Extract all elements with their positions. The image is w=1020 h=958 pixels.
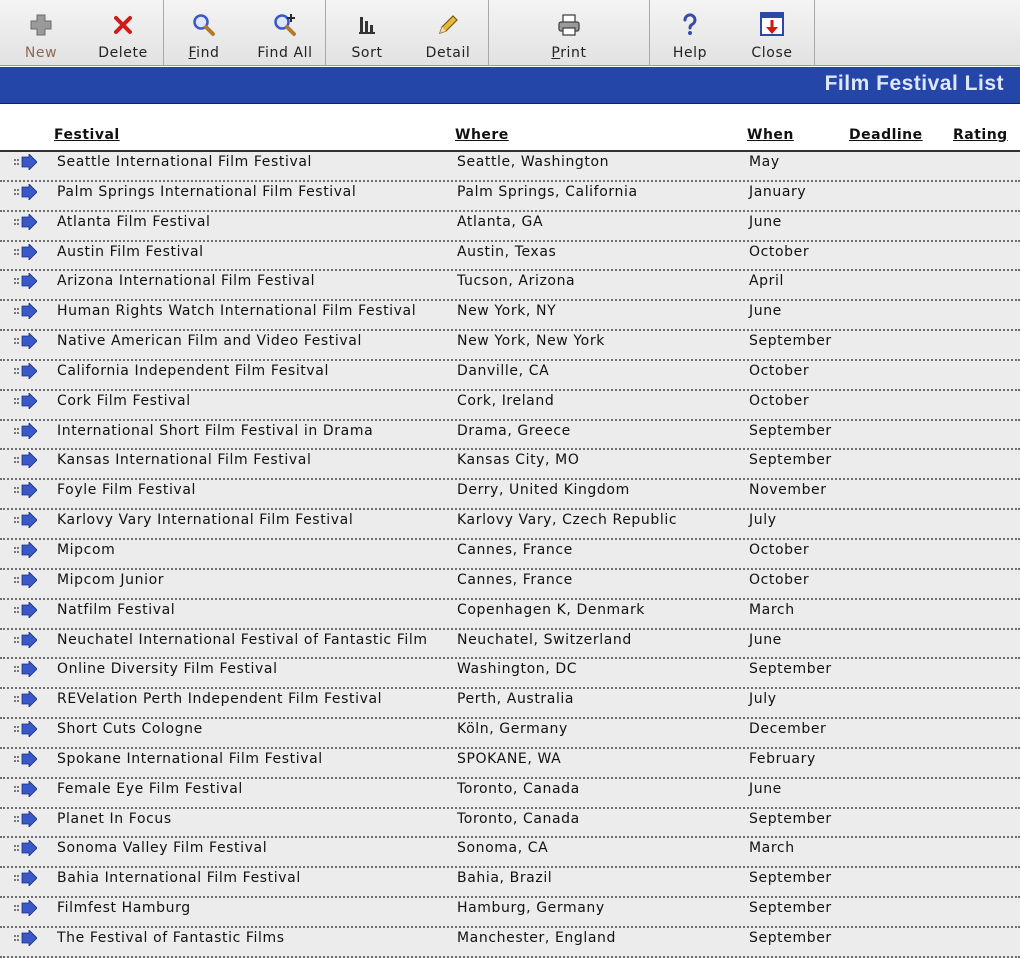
festival-name: Mipcom Junior	[57, 571, 165, 588]
festival-where: Washington, DC	[457, 661, 578, 678]
row-arrow-icon[interactable]	[13, 840, 37, 856]
row-arrow-icon[interactable]	[13, 512, 37, 528]
festival-where: Seattle, Washington	[457, 154, 610, 170]
festival-where: Copenhagen K, Denmark	[457, 601, 646, 618]
row-arrow-icon[interactable]	[13, 602, 37, 618]
festival-when: May	[749, 154, 780, 170]
row-arrow-icon[interactable]	[13, 244, 37, 260]
row-arrow-icon[interactable]	[13, 661, 37, 677]
row-arrow-icon[interactable]	[13, 811, 37, 827]
help-button[interactable]	[650, 0, 730, 66]
festival-where: Bahia, Brazil	[457, 870, 553, 887]
table-row[interactable]	[0, 570, 1020, 600]
festival-when: September	[749, 452, 832, 469]
column-header-where[interactable]: Where	[455, 127, 509, 143]
festival-where: Toronto, Canada	[457, 780, 580, 797]
festival-name: Online Diversity Film Festival	[57, 661, 278, 678]
festival-where: Manchester, England	[457, 929, 617, 946]
row-arrow-icon[interactable]	[13, 632, 37, 648]
festival-name: Natfilm Festival	[57, 601, 176, 618]
find-button[interactable]	[164, 0, 244, 66]
row-arrow-icon[interactable]	[13, 572, 37, 588]
row-arrow-icon[interactable]	[13, 273, 37, 289]
column-header-festival[interactable]: Festival	[54, 127, 120, 143]
festival-when: February	[749, 750, 816, 767]
row-arrow-icon[interactable]	[13, 781, 37, 797]
festival-name: Atlanta Film Festival	[57, 213, 211, 230]
table-row[interactable]	[0, 480, 1020, 510]
find-all-label: Find All	[257, 45, 313, 61]
sort-button[interactable]	[326, 0, 408, 66]
festival-where: Toronto, Canada	[457, 810, 580, 827]
festival-where: Atlanta, GA	[457, 213, 544, 230]
festival-name: Spokane International Film Festival	[57, 750, 323, 767]
print-label: Print	[551, 45, 587, 61]
festival-where: Cannes, France	[457, 541, 573, 558]
festival-name: Arizona International Film Festival	[57, 273, 316, 290]
festival-table	[0, 152, 1020, 958]
column-header-rating[interactable]: Rating	[953, 127, 1008, 143]
toolbar	[0, 0, 1020, 66]
festival-name: California Independent Film Fesitval	[57, 362, 329, 379]
festival-when: January	[749, 183, 807, 200]
festival-where: Sonoma, CA	[457, 840, 549, 857]
festival-where: Hamburg, Germany	[457, 900, 605, 917]
festival-when: September	[749, 422, 832, 439]
festival-when: June	[749, 631, 782, 648]
festival-name: Neuchatel International Festival of Fantastic Film	[57, 631, 428, 648]
festival-when: September	[749, 900, 832, 917]
festival-name: Female Eye Film Festival	[57, 780, 243, 797]
row-arrow-icon[interactable]	[13, 333, 37, 349]
festival-where: New York, New York	[457, 333, 605, 350]
print-button[interactable]	[489, 0, 649, 66]
table-row[interactable]	[0, 152, 1020, 182]
column-header-deadline[interactable]: Deadline	[849, 127, 923, 143]
page-title: Film Festival List	[824, 72, 1004, 95]
table-row[interactable]	[0, 630, 1020, 660]
find-label: Find	[188, 45, 220, 61]
festival-where: Derry, United Kingdom	[457, 482, 630, 499]
festival-name: Cork Film Festival	[57, 392, 191, 409]
festival-when: July	[749, 512, 777, 529]
festival-where: New York, NY	[457, 303, 557, 320]
magnifier-plus-icon	[272, 12, 298, 38]
festival-name: Sonoma Valley Film Festival	[57, 840, 268, 857]
festival-when: June	[749, 213, 782, 230]
table-row[interactable]	[0, 928, 1020, 958]
festival-name: Mipcom	[57, 541, 116, 558]
table-row[interactable]	[0, 809, 1020, 839]
row-arrow-icon[interactable]	[13, 542, 37, 558]
festival-when: September	[749, 661, 832, 678]
table-row[interactable]	[0, 331, 1020, 361]
table-row[interactable]	[0, 898, 1020, 928]
festival-when: April	[749, 273, 784, 290]
title-bar	[0, 67, 1020, 104]
festival-name: Karlovy Vary International Film Festival	[57, 512, 354, 529]
table-row[interactable]	[0, 301, 1020, 331]
festival-name: International Short Film Festival in Drama	[57, 422, 374, 439]
delete-button[interactable]	[82, 0, 164, 66]
table-row[interactable]	[0, 868, 1020, 898]
row-arrow-icon[interactable]	[13, 423, 37, 439]
printer-icon	[556, 12, 582, 38]
festival-when: October	[749, 392, 810, 409]
festival-name: Palm Springs International Film Festival	[57, 183, 357, 200]
table-row[interactable]	[0, 600, 1020, 630]
festival-name: The Festival of Fantastic Films	[57, 929, 285, 946]
table-row[interactable]	[0, 391, 1020, 421]
table-row[interactable]	[0, 540, 1020, 570]
festival-when: December	[749, 721, 827, 738]
bars-icon	[354, 12, 380, 38]
new-button[interactable]	[0, 0, 82, 66]
row-arrow-icon[interactable]	[13, 900, 37, 916]
festival-when: September	[749, 810, 832, 827]
festival-where: Tucson, Arizona	[457, 273, 576, 290]
festival-where: Cork, Ireland	[457, 392, 555, 409]
festival-where: Köln, Germany	[457, 721, 568, 738]
festival-when: November	[749, 482, 827, 499]
close-button[interactable]	[730, 0, 814, 66]
festival-name: Seattle International Film Festival	[57, 154, 313, 170]
table-row[interactable]	[0, 182, 1020, 212]
row-arrow-icon[interactable]	[13, 452, 37, 468]
detail-label: Detail	[425, 45, 471, 61]
row-arrow-icon[interactable]	[13, 870, 37, 886]
festival-where: Austin, Texas	[457, 243, 557, 260]
row-arrow-icon[interactable]	[13, 482, 37, 498]
row-arrow-icon[interactable]	[13, 363, 37, 379]
sort-label: Sort	[351, 45, 383, 61]
row-arrow-icon[interactable]	[13, 393, 37, 409]
festival-when: October	[749, 362, 810, 379]
table-row[interactable]	[0, 719, 1020, 749]
festival-where: Perth, Australia	[457, 691, 575, 708]
festival-name: Human Rights Watch International Film Festival	[57, 303, 417, 320]
festival-name: Native American Film and Video Festival	[57, 333, 362, 350]
festival-when: July	[749, 691, 777, 708]
row-arrow-icon[interactable]	[13, 751, 37, 767]
plus-icon	[28, 12, 54, 38]
row-arrow-icon[interactable]	[13, 154, 37, 170]
festival-name: Planet In Focus	[57, 810, 172, 827]
table-row[interactable]	[0, 749, 1020, 779]
festival-where: Neuchatel, Switzerland	[457, 631, 632, 648]
table-row[interactable]	[0, 361, 1020, 391]
festival-where: Danville, CA	[457, 362, 550, 379]
row-arrow-icon[interactable]	[13, 930, 37, 946]
x-icon	[110, 12, 136, 38]
toolbar-separator	[814, 0, 815, 66]
festival-when: June	[749, 780, 782, 797]
festival-name: REVelation Perth Independent Film Festival	[57, 691, 383, 708]
festival-name: Filmfest Hamburg	[57, 900, 191, 917]
row-arrow-icon[interactable]	[13, 721, 37, 737]
festival-name: Bahia International Film Festival	[57, 870, 301, 887]
close-window-icon	[759, 12, 785, 38]
table-row[interactable]	[0, 421, 1020, 451]
table-row[interactable]	[0, 659, 1020, 689]
festival-where: Cannes, France	[457, 571, 573, 588]
column-header-when[interactable]: When	[747, 127, 794, 143]
table-row[interactable]	[0, 838, 1020, 868]
festival-name: Austin Film Festival	[57, 243, 204, 260]
festival-where: Drama, Greece	[457, 422, 571, 439]
row-arrow-icon[interactable]	[13, 214, 37, 230]
festival-when: September	[749, 929, 832, 946]
festival-when: September	[749, 333, 832, 350]
table-row[interactable]	[0, 271, 1020, 301]
detail-button[interactable]	[408, 0, 488, 66]
magnifier-icon	[191, 12, 217, 38]
question-icon	[677, 12, 703, 38]
festival-when: March	[749, 601, 795, 618]
festival-where: Palm Springs, California	[457, 183, 638, 200]
festival-when: September	[749, 870, 832, 887]
festival-where: SPOKANE, WA	[457, 750, 562, 767]
delete-label: Delete	[98, 45, 148, 61]
pencil-icon	[435, 12, 461, 38]
festival-name: Foyle Film Festival	[57, 482, 196, 499]
row-arrow-icon[interactable]	[13, 303, 37, 319]
table-row[interactable]	[0, 689, 1020, 719]
table-row[interactable]	[0, 212, 1020, 242]
table-row[interactable]	[0, 242, 1020, 272]
new-label: New	[24, 45, 58, 61]
festival-when: October	[749, 243, 810, 260]
festival-where: Kansas City, MO	[457, 452, 580, 469]
festival-name: Kansas International Film Festival	[57, 452, 312, 469]
close-label: Close	[751, 45, 793, 61]
table-row[interactable]	[0, 510, 1020, 540]
festival-when: March	[749, 840, 795, 857]
festival-name: Short Cuts Cologne	[57, 721, 203, 738]
festival-where: Karlovy Vary, Czech Republic	[457, 512, 678, 529]
table-row[interactable]	[0, 779, 1020, 809]
festival-when: October	[749, 541, 810, 558]
help-label: Help	[672, 45, 708, 61]
row-arrow-icon[interactable]	[13, 184, 37, 200]
find-all-button[interactable]	[244, 0, 326, 66]
festival-when: June	[749, 303, 782, 320]
table-row[interactable]	[0, 450, 1020, 480]
table-header	[0, 104, 1020, 152]
festival-when: October	[749, 571, 810, 588]
row-arrow-icon[interactable]	[13, 691, 37, 707]
